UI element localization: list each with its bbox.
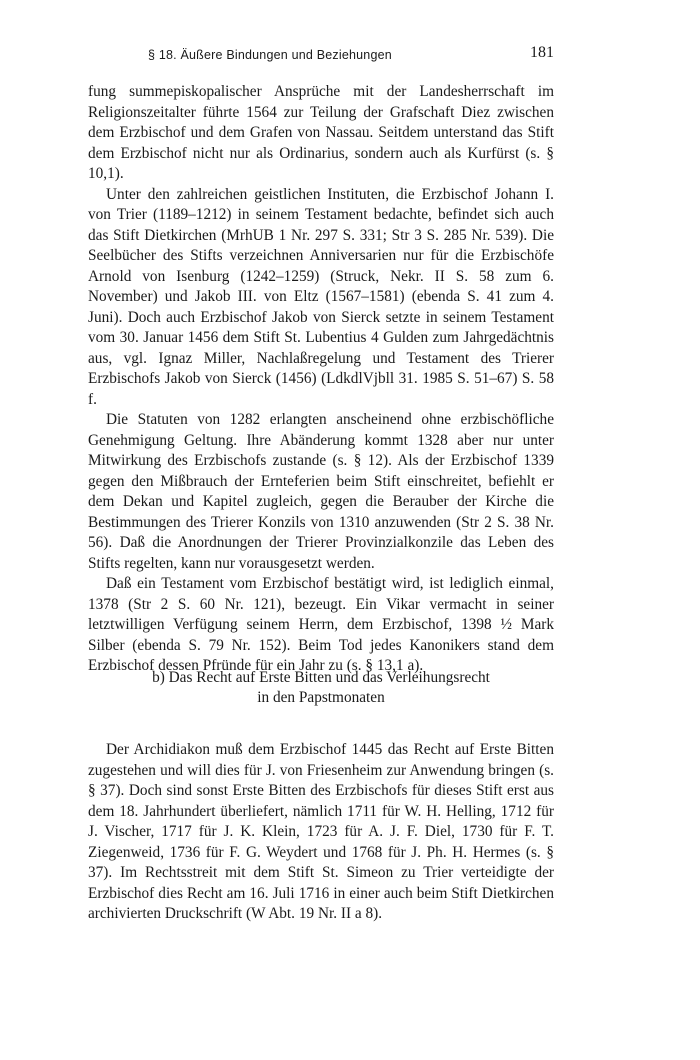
paragraph-johann-testament: Unter den zahlreichen geistlichen Instituten, die Erzbischof Johann I. von Trier (1189–1212) in seinem Testament bedachte, befindet sich auch das Stift Dietkirchen (MrhUB 1 Nr. 297 S. 331; Str 3 S. 285 Nr. 539). Die Seelbücher des Stifts verzeichnen Anniversarien nur für die Erzbischöfe Arnold von Isenburg (1242–1259) (Struck, Nekr. II S. 58 zum 6. November) und Jakob III. von Eltz (1567–1581) (ebenda S. 41 zum 4. Juni). Doch auch Erzbischof Jakob von Sierck setzte in seinem Testament vom 30. Januar 1456 dem Stift St. Lubentius 4 Gulden zum Jahrgedächtnis aus, vgl. Ignaz Miller, Nachlaßregelung und Testament des Trierer Erzbischofs Jakob von Sierck (1456) (LdkdlVjbll 31. 1985 S. 51–67) S. 58 f.	[88, 185, 554, 408]
running-head	[88, 44, 554, 68]
section-heading-line-2: in den Papstmonaten	[257, 689, 385, 706]
body-text	[88, 82, 554, 677]
paragraph-continuation: fung summepiskopalischer Ansprüche mit der Landesherrschaft im Religionszeitalter führte 1564 zur Teilung der Grafschaft Diez zwischen dem Erzbischof und dem Grafen von Nassau. Seitdem unterstand das Stift dem Erzbischof nicht nur als Ordinarius, sondern auch als Kurfürst (s. § 10,1).	[88, 83, 554, 182]
paragraph-testament-bestaetigung: Daß ein Testament vom Erzbischof bestätigt wird, ist lediglich einmal, 1378 (Str 2 S. 60 Nr. 121), bezeugt. Ein Vikar vermacht in seiner letztwilligen Verfügung seinem Herrn, dem Erzbischof, 1398 ½ Mark Silber (ebenda S. 79 Nr. 152). Beim Tod jedes Kanonikers stand dem Erzbischof dessen Pfründe für ein Jahr zu (s. § 13,1 a).	[88, 575, 554, 674]
paragraph-erste-bitten: Der Archidiakon muß dem Erzbischof 1445 das Recht auf Erste Bitten zugestehen und will dies für J. von Friesenheim zur Anwendung bringen (s. § 37). Doch sind sonst Erste Bitten des Erzbischofs für dieses Stift erst aus dem 18. Jahrhundert überliefert, nämlich 1711 für W. H. Helling, 1712 für J. Vischer, 1717 für J. K. Klein, 1723 für A. J. F. Diel, 1730 für F. T. Ziegenweid, 1736 für F. G. Weydert und 1768 für J. Ph. H. Hermes (s. § 37). Im Rechtsstreit mit dem Stift St. Simeon zu Trier verteidigte der Erzbischof dies Recht am 16. Juli 1716 in einer auch beim Stift Dietkirchen archivierten Druckschrift (W Abt. 19 Nr. II a 8).	[88, 741, 554, 922]
section-text	[88, 740, 554, 925]
page-number: 181	[530, 44, 554, 61]
paragraph-statuten: Die Statuten von 1282 erlangten anscheinend ohne erzbischöfliche Genehmigung Geltung. Ihre Abänderung kommt 1328 aber nur unter Mitwirkung des Erzbischofs zustande (s. § 12). Als der Erzbischof 1339 gegen den Mißbrauch der Ernteferien beim Stift einschreitet, befiehlt er dem Dekan und Kapitel zugleich, gegen die Berauber der Kirche die Bestimmungen des Trierer Konzils von 1310 anzuwenden (Str 2 S. 38 Nr. 56). Daß die Anordnungen der Trierer Provinzialkonzile das Leben des Stifts regelten, kann nur vorausgesetzt werden.	[88, 411, 554, 572]
section-heading-line-1: b) Das Recht auf Erste Bitten und das Verleihungsrecht	[152, 669, 490, 686]
section-heading	[88, 668, 554, 708]
running-title: § 18. Äußere Bindungen und Beziehungen	[148, 48, 392, 62]
